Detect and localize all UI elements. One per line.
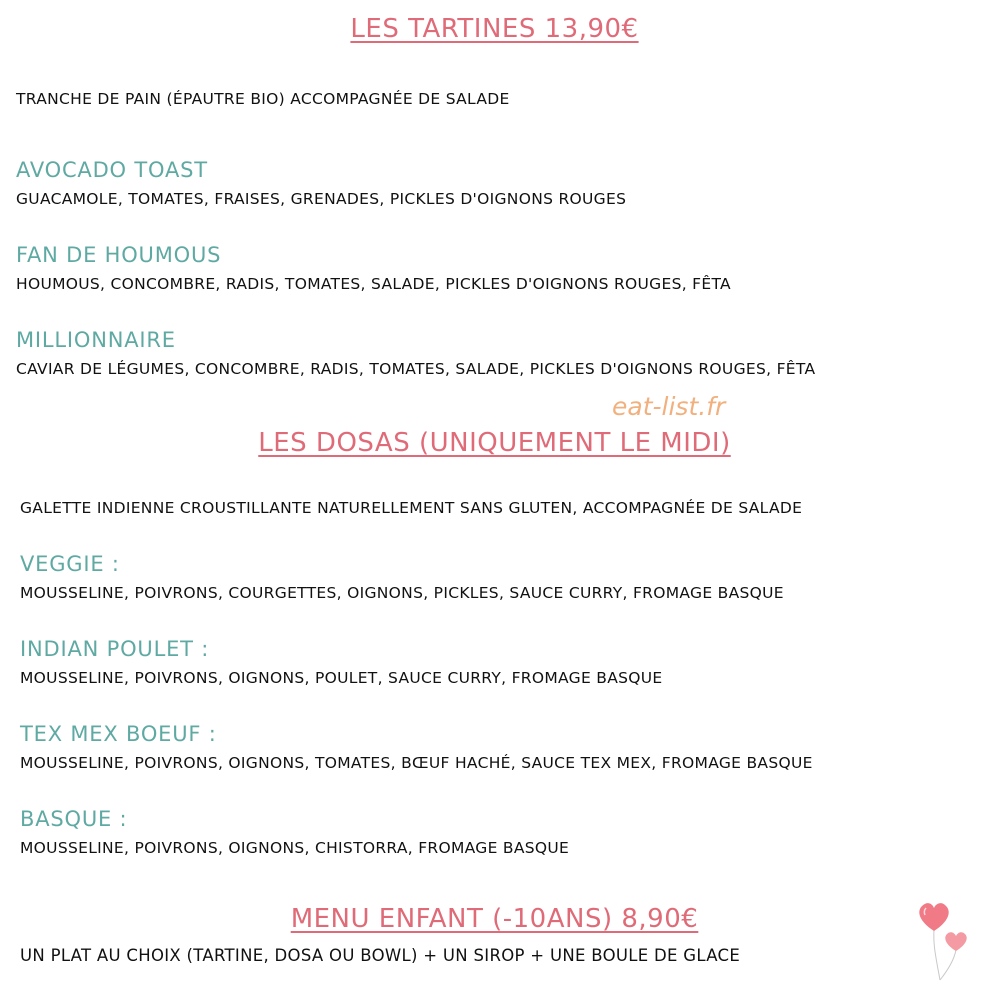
- item-name-fan-de-houmous: FAN DE HOUMOUS: [16, 243, 222, 267]
- section-title-menu-enfant: MENU ENFANT (-10ANS) 8,90€: [290, 904, 699, 934]
- item-name-millionnaire: MILLIONNAIRE: [16, 328, 176, 352]
- item-name-basque: BASQUE :: [20, 807, 128, 831]
- item-desc-indian-poulet: MOUSSELINE, POIVRONS, OIGNONS, POULET, SAUCE CURRY, FROMAGE BASQUE: [20, 669, 663, 687]
- watermark-text: eat-list.fr: [612, 392, 726, 421]
- item-name-tex-mex-boeuf: TEX MEX BOEUF :: [20, 722, 217, 746]
- item-desc-tex-mex-boeuf: MOUSSELINE, POIVRONS, OIGNONS, TOMATES, BŒUF HACHÉ, SAUCE TEX MEX, FROMAGE BASQUE: [20, 754, 813, 772]
- item-name-veggie: VEGGIE :: [20, 552, 120, 576]
- item-desc-basque: MOUSSELINE, POIVRONS, OIGNONS, CHISTORRA, FROMAGE BASQUE: [20, 839, 570, 857]
- tartines-intro: TRANCHE DE PAIN (ÉPAUTRE BIO) ACCOMPAGNÉE DE SALADE: [16, 90, 510, 108]
- item-desc-veggie: MOUSSELINE, POIVRONS, COURGETTES, OIGNONS, PICKLES, SAUCE CURRY, FROMAGE BASQUE: [20, 584, 784, 602]
- item-desc-fan-de-houmous: HOUMOUS, CONCOMBRE, RADIS, TOMATES, SALADE, PICKLES D'OIGNONS ROUGES, FÊTA: [16, 275, 731, 293]
- item-name-avocado-toast: AVOCADO TOAST: [16, 158, 208, 182]
- item-desc-avocado-toast: GUACAMOLE, TOMATES, FRAISES, GRENADES, PICKLES D'OIGNONS ROUGES: [16, 190, 627, 208]
- item-name-indian-poulet: INDIAN POULET :: [20, 637, 210, 661]
- section-title-dosas: LES DOSAS (UNIQUEMENT LE MIDI): [258, 428, 731, 458]
- section-title-tartines: LES TARTINES 13,90€: [350, 14, 639, 44]
- dosas-intro: GALETTE INDIENNE CROUSTILLANTE NATURELLEMENT SANS GLUTEN, ACCOMPAGNÉE DE SALADE: [20, 499, 803, 517]
- item-desc-millionnaire: CAVIAR DE LÉGUMES, CONCOMBRE, RADIS, TOMATES, SALADE, PICKLES D'OIGNONS ROUGES, FÊTA: [16, 360, 816, 378]
- menu-enfant-desc: UN PLAT AU CHOIX (TARTINE, DOSA OU BOWL) + UN SIROP + UNE BOULE DE GLACE: [20, 946, 741, 965]
- heart-balloons-icon: [912, 900, 976, 982]
